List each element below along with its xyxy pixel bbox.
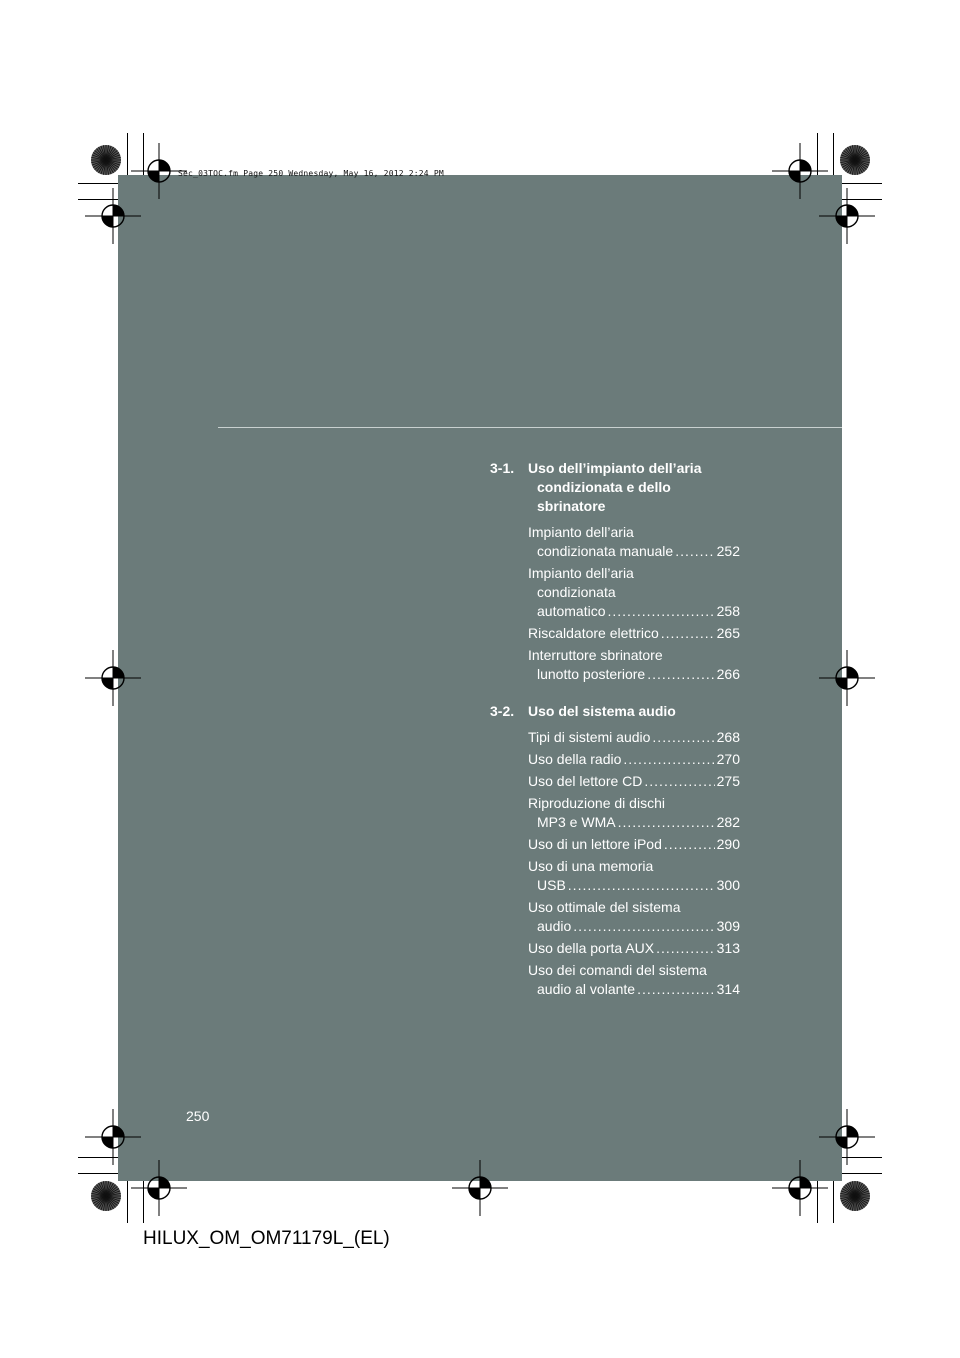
entry-text-line: audio — [537, 918, 572, 934]
entry-page-number: 300 — [716, 877, 740, 893]
registration-crosshair-icon — [817, 186, 877, 246]
section-title-line: Uso dell’impianto dell’aria — [528, 460, 702, 476]
entry-page-number: 290 — [716, 836, 740, 852]
dot-leader — [573, 917, 714, 936]
entry-text-line: Uso del lettore CD — [528, 773, 643, 789]
color-starburst-icon — [89, 143, 123, 177]
toc-entry[interactable] — [528, 794, 740, 832]
entry-text-line: USB — [537, 877, 566, 893]
dot-leader — [652, 728, 714, 747]
entry-page-number: 252 — [716, 543, 740, 559]
crop-line — [842, 1173, 882, 1174]
entry-text-line: Riscaldatore elettrico — [528, 625, 659, 641]
entry-page-number: 268 — [716, 729, 740, 745]
entry-text-line: Riproduzione di dischi — [528, 795, 665, 811]
entry-page-number: 258 — [716, 603, 740, 619]
dot-leader — [607, 602, 714, 621]
entry-text-line: Uso dei comandi del sistema — [528, 962, 707, 978]
dot-leader — [661, 624, 715, 643]
color-starburst-icon — [838, 143, 872, 177]
entry-text-line: condizionata manuale — [537, 543, 674, 559]
registration-crosshair-icon — [83, 186, 143, 246]
section-number: 3-2. — [490, 703, 515, 719]
crop-line — [833, 1181, 834, 1223]
entry-page-number: 282 — [716, 814, 740, 830]
dot-leader — [618, 813, 715, 832]
color-starburst-icon — [89, 1179, 123, 1213]
entry-page-number: 275 — [716, 773, 740, 789]
dot-leader — [644, 772, 714, 791]
entry-text-line: Uso della porta AUX — [528, 940, 655, 956]
entry-text-line: audio al volante — [537, 981, 636, 997]
dot-leader — [623, 750, 714, 769]
entry-text-line: automatico — [537, 603, 606, 619]
dot-leader — [675, 542, 714, 561]
dot-leader — [568, 876, 715, 895]
section-title — [528, 459, 740, 516]
crop-line — [78, 183, 118, 184]
entry-text-line: Tipi di sistemi audio — [528, 729, 651, 745]
section-title-line: sbrinatore — [537, 498, 606, 514]
toc-entry[interactable] — [528, 523, 740, 561]
entry-text-line: Uso ottimale del sistema — [528, 899, 681, 915]
toc-entry[interactable] — [528, 939, 740, 958]
registration-crosshair-icon — [129, 1158, 189, 1218]
section-title — [528, 702, 740, 721]
entry-text-line: Impianto dell’aria — [528, 565, 634, 581]
dot-leader — [664, 835, 715, 854]
toc-entry[interactable] — [528, 835, 740, 854]
page-number: 250 — [186, 1108, 210, 1124]
entry-text-line: condizionata — [537, 584, 616, 600]
toc-entry[interactable] — [528, 772, 740, 791]
toc-entry[interactable] — [528, 646, 740, 684]
entry-page-number: 270 — [716, 751, 740, 767]
crop-line — [842, 183, 882, 184]
header-divider — [218, 427, 842, 428]
document-code: HILUX_OM_OM71179L_(EL) — [143, 1228, 390, 1249]
entry-text-line: Uso di una memoria — [528, 858, 654, 874]
entry-page-number: 309 — [716, 918, 740, 934]
toc-entry[interactable] — [528, 857, 740, 895]
toc-entry[interactable] — [528, 898, 740, 936]
color-starburst-icon — [838, 1179, 872, 1213]
toc-entry[interactable] — [528, 728, 740, 747]
crop-line — [78, 1173, 118, 1174]
entry-text-line: Interruttore sbrinatore — [528, 647, 663, 663]
registration-crosshair-icon — [83, 648, 143, 708]
toc-entry[interactable] — [528, 750, 740, 769]
table-of-contents — [490, 459, 740, 1017]
section-number: 3-1. — [490, 460, 515, 476]
toc-entry[interactable] — [528, 624, 740, 643]
toc-entry[interactable] — [528, 961, 740, 999]
entry-text-line: Uso di un lettore iPod — [528, 836, 662, 852]
entry-page-number: 265 — [716, 625, 740, 641]
entry-text-line: Impianto dell’aria — [528, 524, 634, 540]
dot-leader — [656, 939, 715, 958]
registration-crosshair-icon — [770, 1158, 830, 1218]
entry-page-number: 314 — [716, 981, 740, 997]
section-title-line: condizionata e dello — [537, 479, 671, 495]
file-header-stamp: Sec_03TOC.fm Page 250 Wednesday, May 16, 2012 2:24 PM — [178, 169, 444, 178]
toc-section — [490, 459, 740, 684]
registration-crosshair-icon — [450, 1158, 510, 1218]
toc-entry[interactable] — [528, 564, 740, 621]
crop-line — [833, 133, 834, 175]
registration-crosshair-icon — [817, 648, 877, 708]
crop-line — [127, 133, 128, 175]
entry-page-number: 266 — [716, 666, 740, 682]
dot-leader — [637, 980, 715, 999]
entry-text-line: Uso della radio — [528, 751, 622, 767]
section-heading — [490, 459, 740, 516]
dot-leader — [647, 665, 714, 684]
entry-page-number: 313 — [716, 940, 740, 956]
entry-text-line: MP3 e WMA — [537, 814, 616, 830]
crop-line — [127, 1181, 128, 1223]
toc-section — [490, 702, 740, 999]
entry-text-line: lunotto posteriore — [537, 666, 646, 682]
section-heading — [490, 702, 740, 721]
section-title-line: Uso del sistema audio — [528, 703, 676, 719]
